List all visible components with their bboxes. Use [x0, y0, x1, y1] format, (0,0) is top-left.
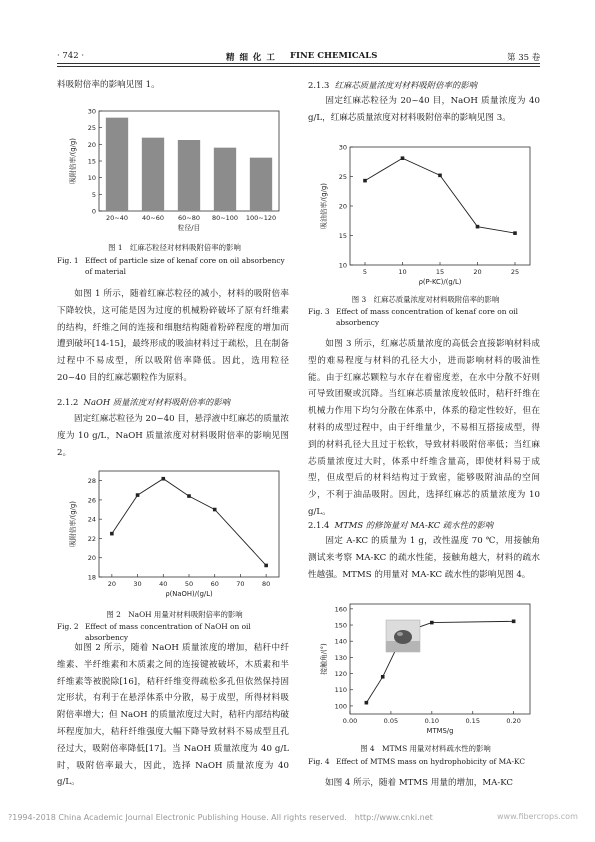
fig3-xtick-label: 20: [473, 268, 482, 276]
fig2-xlabel: ρ(NaOH)/(g/L): [165, 590, 213, 598]
fig3-data-point: [401, 156, 405, 160]
fig4-xlabel: MTMS/g: [426, 727, 454, 735]
fig1-ylabel: 吸附倍率/(g/g): [69, 138, 77, 184]
fig4-data-point: [512, 620, 516, 624]
fig2-data-point: [213, 508, 217, 512]
fig1-category-label: 20~40: [106, 214, 128, 222]
fig4-xtick-label: 0.00: [342, 717, 358, 725]
fig2-xtick-label: 30: [133, 580, 142, 588]
fig4-caption-cn: 图 4 MTMS 用量对材料疏水性的影响: [360, 744, 491, 753]
fig3-ytick-label: 25: [338, 173, 347, 181]
section-2-1-4-heading: 2.1.4 MTMS 的修饰量对 MA-KC 疏水性的影响: [308, 520, 494, 530]
fig4-caption-en-text: Effect of MTMS mass on hydrophobicity of MA-KC: [336, 757, 525, 766]
fig2-xtick-label: 50: [184, 580, 194, 588]
journal-title-cn: 精 细 化 工: [226, 53, 276, 63]
figure-2-line-chart: [63, 467, 288, 607]
fig3-xtick-label: 10: [398, 268, 407, 276]
fig4-data-point: [365, 701, 369, 705]
paragraph-2-1-3: 固定红麻芯粒径为 20~40 目，NaOH 质量浓度为 40 g/L，红麻芯质量浓度对材料吸附倍率的影响见图 3。: [308, 96, 540, 123]
fig1-bar: [142, 138, 164, 211]
fig2-ylabel: 吸附倍率/(g/g): [69, 501, 77, 547]
fig2-ytick-label: 28: [87, 477, 96, 486]
figure-1-bar-chart: [63, 107, 288, 237]
fig1-category-label: 60~80: [178, 214, 200, 222]
paragraph-intro: 料吸附倍率的影响见图 1。: [57, 80, 160, 90]
fig4-data-point: [430, 621, 434, 625]
fig2-caption-cn: 图 2 NaOH 用量对材料吸附倍率的影响: [106, 610, 243, 619]
fig4-ytick-label: 150: [334, 621, 347, 630]
fig2-ytick-label: 20: [87, 554, 96, 563]
paragraph-fig4-discussion: 如图 4 所示，随着 MTMS 用量的增加，MA-KC: [325, 778, 514, 788]
fig1-ytick-label: 0: [91, 207, 96, 216]
fig3-series-line: [365, 158, 515, 233]
fig3-xtick-label: 5: [362, 268, 368, 276]
fig1-caption-en: [57, 256, 292, 276]
fig1-category-label: 100~120: [245, 214, 277, 222]
fig4-ytick-label: 110: [334, 686, 347, 695]
fig1-label: Fig. 1: [57, 256, 79, 265]
volume-number: 第 35 卷: [507, 53, 541, 63]
fig1-ytick-label: 10: [87, 174, 96, 183]
fig2-xtick-label: 70: [236, 580, 245, 588]
fig3-caption-en-text: Effect of mass concentration of kenaf core on oil absorbency: [336, 307, 519, 327]
fig4-data-point: [381, 675, 385, 679]
fig3-data-point: [363, 179, 367, 183]
fig1-ytick-label: 5: [91, 190, 96, 199]
fig2-ytick-label: 18: [87, 573, 96, 582]
paragraph-2-1-4: 固定 A-KC 的质量为 1 g，改性温度 70 ℃，用接触角测试来考察 MA-KC 的疏水性能，接触角越大，材料的疏水性越强。MTMS 的用量对 MA-KC 疏水性的影响见图 4。: [308, 536, 540, 580]
fig4-ytick-label: 120: [334, 670, 347, 679]
fig2-ytick-label: 22: [87, 534, 96, 543]
fig1-bar: [106, 118, 128, 211]
fig1-caption-cn: 图 1 红麻芯粒径对材料吸附倍率的影响: [108, 243, 241, 252]
fig1-ytick-label: 15: [87, 157, 96, 166]
fig2-data-point: [187, 494, 191, 498]
paragraph-2-1-2: 固定红麻芯粒径为 20~40 目，悬浮液中红麻芯的质量浓度为 10 g/L，NaOH 质量浓度对材料吸附倍率的影响见图 2。: [57, 414, 290, 458]
fig4-caption-en: [308, 757, 543, 768]
fig1-bar: [178, 140, 200, 211]
fig4-plot-frame: [350, 604, 530, 714]
fig4-ytick-label: 130: [334, 653, 347, 662]
fig2-caption-en-text: Effect of mass concentration of NaOH on oil absorbency: [85, 622, 251, 642]
fig3-ytick-label: 30: [338, 143, 347, 152]
fig1-ytick-label: 30: [87, 107, 96, 116]
copyright-notice: ?1994-2018 China Academic Journal Electronic Publishing House. All rights reserved. http://www.cnki.net: [8, 813, 433, 822]
fig4-xtick-label: 0.15: [465, 717, 480, 725]
fig3-data-point: [438, 174, 442, 178]
header-rule: [57, 63, 540, 64]
fig2-label: Fig. 2: [57, 622, 79, 631]
fig3-ytick-label: 15: [338, 232, 347, 240]
paragraph-fig2-discussion: 如图 2 所示，随着 NaOH 质量浓度的增加，秸秆中纤维素、半纤维素和木质素之间的连接键被破坏，木质素和半纤维素等被脱除[16]，秸秆纤维变得疏松多孔但依然保持固定形状，有利于在悬浮体系中分散，易于成型，所得材料吸附倍率增大；但 NaOH 的质量浓度过大时，秸秆内部结构破坏程度加大，秸秆纤维强度大幅下降导致材料不易成型且孔径过大，吸附倍率降低[17]。当 NaOH 质量浓度为 40 g/L 时，吸附倍率最大，因此，选择 NaOH 质量浓度为 40 g/L。: [57, 643, 289, 788]
fig2-caption-en: [57, 622, 292, 642]
fig1-bar: [214, 148, 236, 211]
fig4-label: Fig. 4: [308, 757, 330, 766]
fig4-xtick-label: 0.10: [424, 717, 440, 725]
fig3-data-point: [476, 225, 480, 229]
fig3-xtick-label: 15: [435, 268, 445, 276]
fig1-ytick-label: 20: [87, 140, 96, 149]
fig2-series-line: [112, 479, 266, 566]
fig2-data-point: [110, 532, 114, 536]
paragraph-fig1-discussion: 如图 1 所示，随着红麻芯粒径的减小，材料的吸附倍率下降较快，这可能是因为过度的机械粉碎破坏了原有纤维素的结构，纤维之间的连接和细胞结构随着粉碎程度的增加而遭到破坏[14-15]，最终形成的吸油材料过于疏松，且在制备过程中不易成型，所以吸附倍率降低。因此，选用粒径 20~40 目的红麻芯颗粒作为原料。: [57, 289, 289, 383]
watermark: www.fibercrops.com: [497, 812, 578, 821]
fig2-ytick-label: 26: [87, 496, 96, 505]
section-2-1-3-heading: 2.1.3 红麻芯质量浓度对材料吸附倍率的影响: [308, 80, 478, 90]
fig2-data-point: [264, 564, 268, 568]
fig3-data-point: [513, 231, 517, 235]
fig1-bar: [250, 158, 272, 211]
fig3-ytick-label: 20: [338, 202, 347, 211]
fig1-xlabel: 粒径/目: [177, 224, 201, 232]
section-2-1-2-heading: 2.1.2 NaOH 质量浓度对材料吸附倍率的影响: [57, 397, 231, 407]
fig4-inset-droplet: [394, 630, 412, 644]
fig1-category-label: 40~60: [142, 214, 164, 222]
fig4-xtick-label: 0.05: [383, 717, 399, 725]
fig3-label: Fig. 3: [308, 307, 330, 316]
fig2-ytick-label: 24: [87, 515, 96, 524]
fig4-ylabel: 接触角/(°): [320, 643, 328, 675]
paragraph-fig3-discussion: 如图 3 所示，红麻芯质量浓度的高低会直接影响材料成型的难易程度与材料的孔径大小，进而影响材料的吸油性能。由于红麻芯颗粒与水存在着密度差，在水中分散不好则可导致团聚或沉降。当红麻芯质量浓度较低时，秸秆纤维在机械力作用下均匀分散在体系中，体系的稳定性较好，但在材料的成型过程中，由于纤维量少，不易相互搭接成型，得到的材料孔径大且过于松软，导致材料吸附倍率低；当红麻芯质量浓度过大时，体系中纤维含量高，即使材料易于成型，但成型后的材料结构过于致密，能够吸附油品的空间少，不利于油品吸附。因此，选择红麻芯的质量浓度为 10 g/L。: [308, 339, 540, 517]
fig3-caption-en: [308, 307, 543, 327]
fig4-droplet-inset-photo: [386, 620, 420, 652]
fig1-category-label: 80~100: [211, 214, 239, 222]
fig4-xtick-label: 0.20: [506, 717, 521, 725]
fig3-ylabel: 吸油倍率/(g/g): [320, 183, 328, 229]
fig2-xtick-label: 60: [210, 580, 219, 588]
figure-3-line-chart: [314, 143, 539, 293]
fig3-plot-frame: [350, 147, 530, 265]
fig4-ytick-label: 160: [334, 605, 347, 614]
fig3-xlabel: ρ(P-KC)/(g/L): [418, 278, 462, 286]
fig3-xtick-label: 25: [510, 268, 520, 276]
figure-4-line-chart: [314, 600, 539, 740]
fig1-caption-en-text: Effect of particle size of kenaf core on oil absorbency of material: [85, 256, 285, 276]
fig2-data-point: [161, 477, 165, 481]
fig2-xtick-label: 40: [159, 580, 168, 588]
journal-title-en: FINE CHEMICALS: [290, 51, 378, 61]
fig2-xtick-label: 20: [107, 580, 116, 588]
fig4-ytick-label: 140: [334, 637, 347, 646]
header-rule-thin: [57, 66, 540, 67]
fig1-ytick-label: 25: [87, 124, 96, 133]
fig2-xtick-label: 80: [262, 580, 271, 588]
fig2-data-point: [136, 493, 140, 497]
fig4-ytick-label: 100: [334, 702, 347, 711]
fig3-caption-cn: 图 3 红麻芯质量浓度对材料吸附倍率的影响: [351, 295, 500, 304]
page-number: · 742 ·: [57, 51, 85, 61]
fig3-ytick-label: 10: [338, 261, 347, 270]
fig2-plot-frame: [99, 471, 279, 577]
fig4-inset-droplet-highlight: [397, 632, 403, 636]
